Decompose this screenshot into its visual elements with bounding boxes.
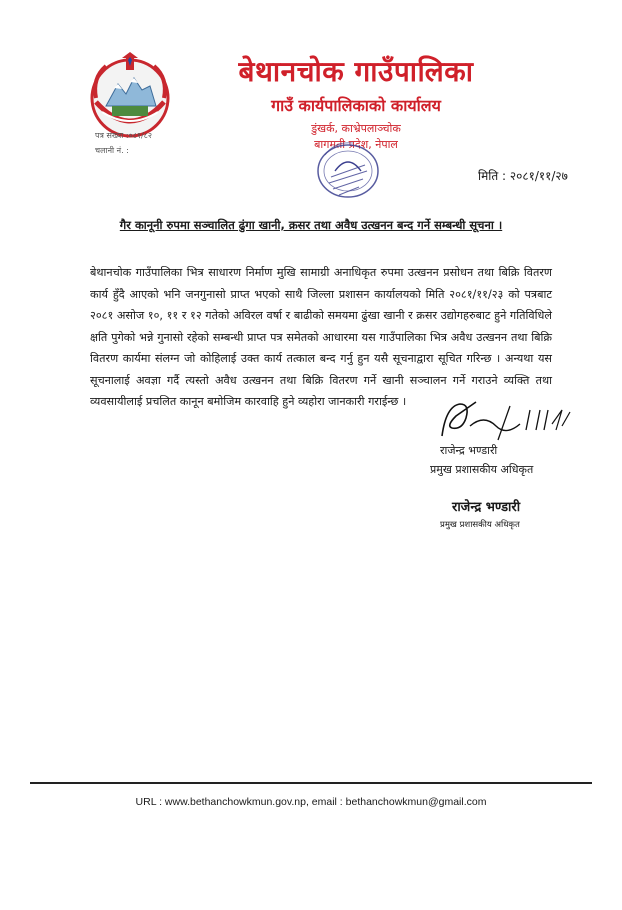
office-name: गाउँ कार्यपालिकाको कार्यालय bbox=[271, 96, 441, 115]
notice-body: बेथानचोक गाउँपालिका भित्र साधारण निर्माण मुखि सामाग्री अनाधिकृत रुपमा उत्खनन प्रसोधन तथा बिक्रि वितरण कार्य हुँदै आएको भनि जनगुनासो प्राप्त भएको साथै जिल्ला प्रशासन कार्यालयको मिति २०८१/११/२३ को पत्रबाट २०८१ असोज १०, ११ र १२ गतेको अविरल वर्षा र बाढीको समयमा ढुंखा खानी र क्रसर उद्योगहरुबाट हुने गतिविधिले क्षति पुगेको भन्ने गुनासो रहेको सम्बन्धी प्राप्त पत्र समेतको आधारमा यस गाउँपालिका भित्र अवैध उत्खनन तथा बिक्रि वितरण कार्यमा संलग्न जो कोहिलाई उक्त कार्य तत्काल बन्द गर्नु हुन यसै सूचनाद्वारा सूचित गरिन्छ । अन्यथा यस सूचनालाई अवज्ञा गर्दै त्यस्तो अवैध उत्खनन तथा बिक्रि वितरण गर्ने खानी सञ्चालन गर्ने गराउने व्यक्ति तथा व्यवसायीलाई प्रचलित कानून बमोजिम कारवाहि हुने व्यहोरा जानकारी गराईन्छ । bbox=[90, 266, 552, 408]
notice-subject: गैर कानूनी रुपमा सञ्चालित ढुंगा खानी, क्रसर तथा अवैध उत्खनन बन्द गर्ने सम्बन्धी सूचना । bbox=[119, 218, 503, 232]
office-address: डुंखर्क, काभ्रेपलाञ्चोक bbox=[311, 122, 401, 135]
signatory-name: राजेन्द्र भण्डारी bbox=[440, 444, 498, 457]
handwritten-signature-icon bbox=[436, 396, 576, 444]
signatory-title: प्रमुख प्रशासकीय अधिकृत bbox=[430, 463, 534, 476]
footer-contact: URL : www.bethanchowkmun.gov.np, email : bethanchowkmun@gmail.com bbox=[135, 796, 487, 808]
office-stamp-icon bbox=[305, 135, 391, 205]
office-province: बागमती प्रदेश, नेपाल bbox=[314, 138, 398, 151]
dispatch-number: चलानी नं. : bbox=[95, 146, 129, 155]
name-seal-name: राजेन्द्र भण्डारी bbox=[452, 500, 521, 515]
reference-number: पत्र संख्या :०८१/८२ bbox=[95, 131, 153, 140]
issue-date: मिति : २०८१/११/२७ bbox=[478, 169, 568, 183]
footer-divider bbox=[30, 782, 592, 784]
name-seal-title: प्रमुख प्रशासकीय अधिकृत bbox=[440, 520, 520, 530]
organization-name: बेथानचोक गाउँपालिका bbox=[238, 55, 474, 88]
